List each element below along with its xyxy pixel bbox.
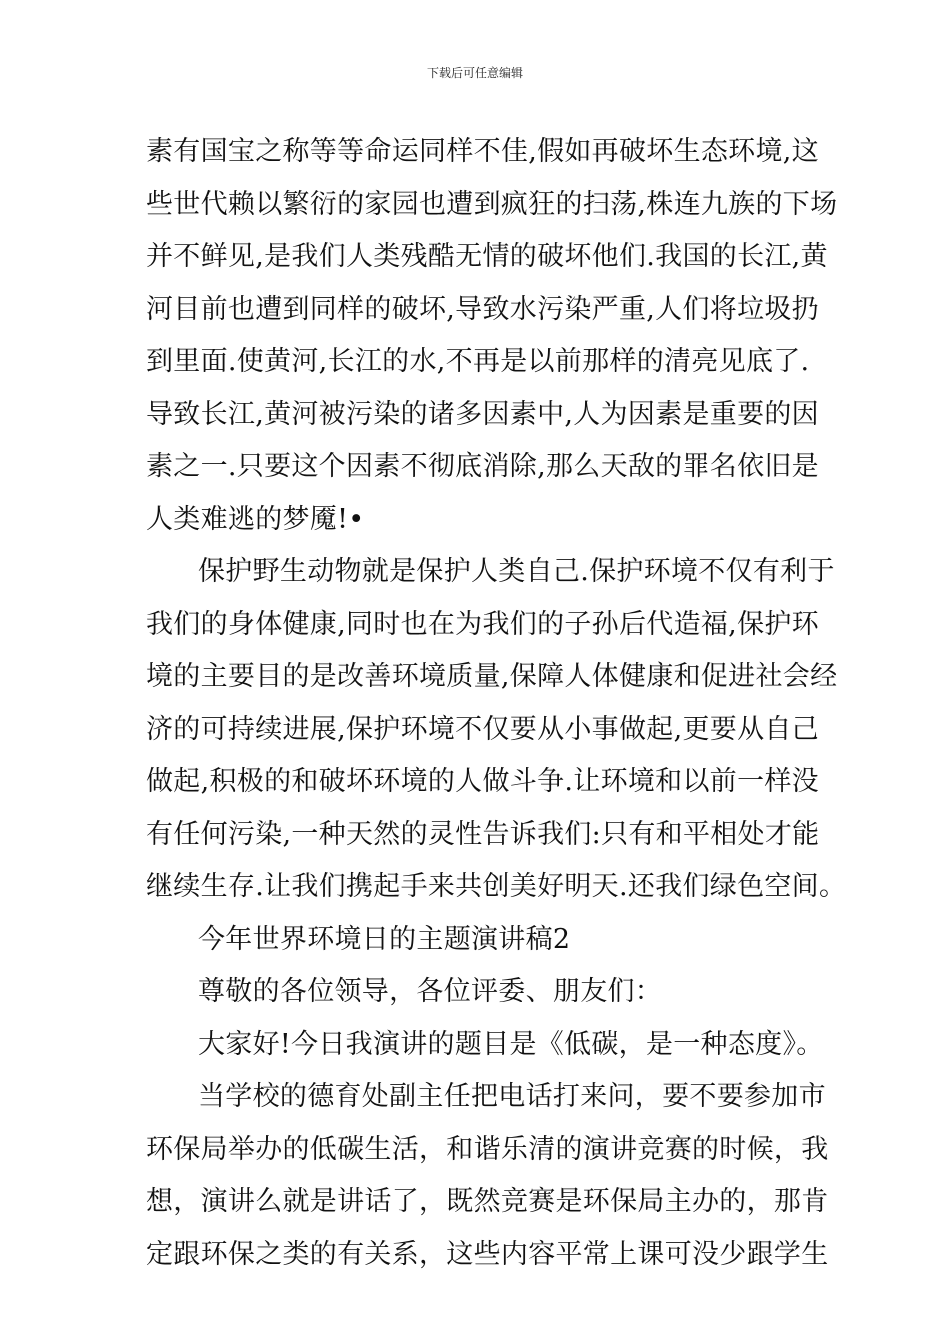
text-line: 继续生存.让我们携起手来共创美好明天.还我们绿色空间。 <box>146 871 847 902</box>
text-line: 人类难逃的梦魇!• <box>146 503 365 535</box>
text-line: 想，演讲么就是讲话了，既然竞赛是环保局主办的，那肯 <box>146 1186 829 1217</box>
text-line: 河目前也遭到同样的破坏,导致水污染严重,人们将垃圾扔 <box>146 293 819 325</box>
text-line: 素有国宝之称等等命运同样不佳,假如再破坏生态环境,这 <box>146 136 819 167</box>
text-line: 济的可持续进展,保护环境不仅要从小事做起,更要从自己 <box>146 713 819 745</box>
section-title: 今年世界环境日的主题演讲稿2 <box>198 923 571 955</box>
salutation-line: 尊敬的各位领导，各位评委、朋友们： <box>198 976 663 1007</box>
text-line: 环保局举办的低碳生活，和谐乐清的演讲竞赛的时候，我 <box>146 1133 829 1165</box>
text-line: 素之一.只要这个因素不彻底消除,那么天敌的罪名依旧是 <box>146 451 819 482</box>
text-line: 境的主要目的是改善环境质量,保障人体健康和促进社会经 <box>146 661 838 692</box>
text-line: 做起,积极的和破坏环境的人做斗争.让环境和以前一样没 <box>146 766 819 797</box>
text-line: 我们的身体健康,同时也在为我们的子孙后代造福,保护环 <box>146 608 819 640</box>
text-line: 定跟环保之类的有关系，这些内容平常上课可没少跟学生 <box>146 1238 829 1270</box>
text-line: 有任何污染,一种天然的灵性告诉我们:只有和平相处才能 <box>146 818 820 850</box>
text-line: 些世代赖以繁衍的家园也遭到疯狂的扫荡,株连九族的下场 <box>146 188 838 220</box>
document-body <box>146 126 847 1281</box>
page-header: 下载后可任意编辑 <box>426 66 523 80</box>
paragraph-start-line: 保护野生动物就是保护人类自己.保护环境不仅有利于 <box>198 556 835 587</box>
text-line: 并不鲜见,是我们人类残酷无情的破坏他们.我国的长江,黄 <box>146 241 828 272</box>
paragraph-start-line: 当学校的德育处副主任把电话打来问，要不要参加市 <box>198 1081 826 1112</box>
greeting-line: 大家好!今日我演讲的题目是《低碳，是一种态度》。 <box>198 1028 824 1060</box>
text-line: 导致长江,黄河被污染的诸多因素中,人为因素是重要的因 <box>146 398 819 430</box>
text-line: 到里面.使黄河,长江的水,不再是以前那样的清亮见底了. <box>146 346 810 377</box>
